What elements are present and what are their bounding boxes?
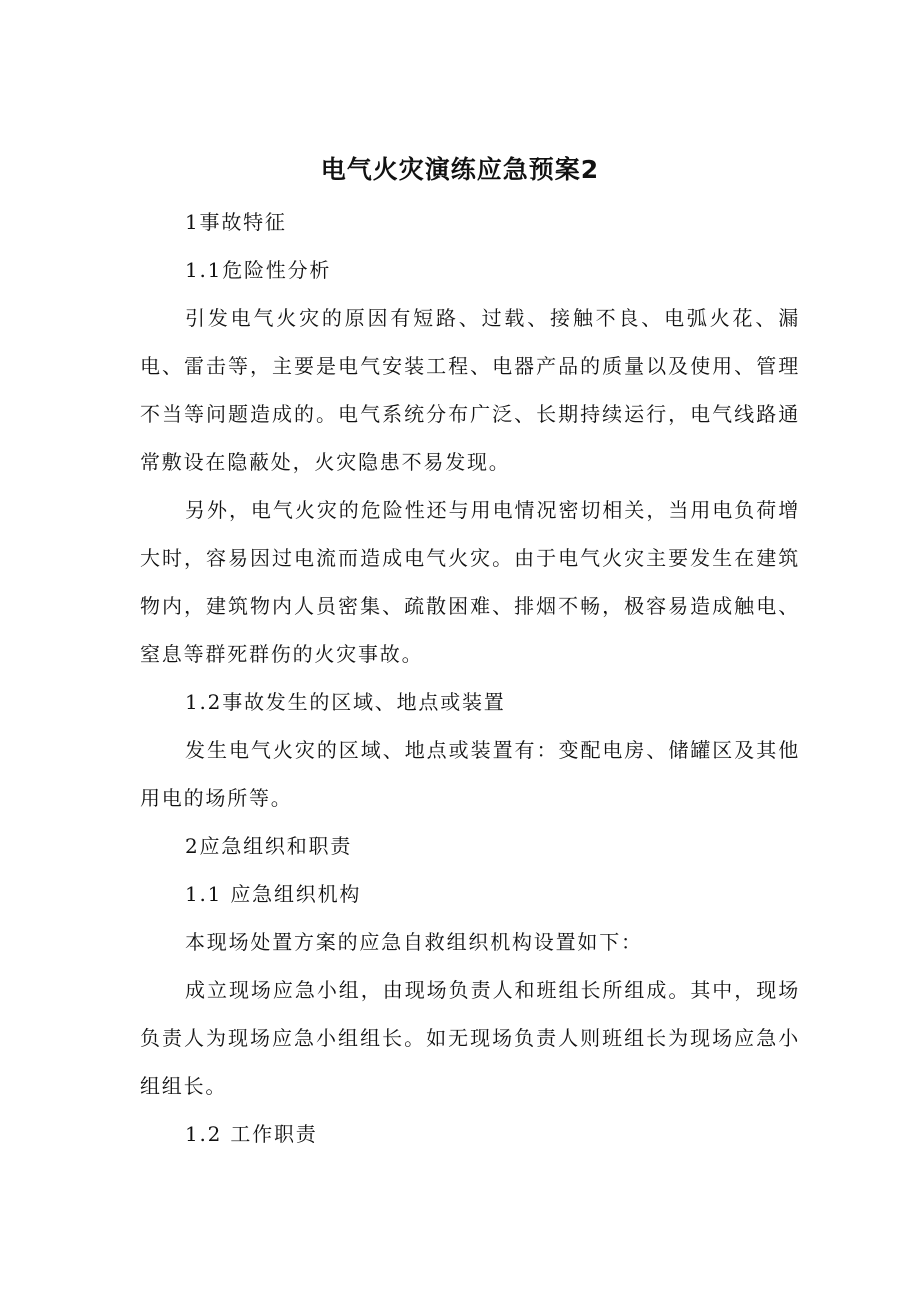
section-1-2-heading: 1.2事故发生的区域、地点或装置 (185, 690, 506, 714)
paragraph-org-intro: 本现场处置方案的应急自救组织机构设置如下： (185, 930, 643, 954)
section-1-1-heading: 1.1危险性分析 (185, 258, 332, 282)
document-title: 电气火灾演练应急预案2 (320, 155, 600, 184)
paragraph-danger: 另外，电气火灾的危险性还与用电情况密切相关，当用电负荷增大时，容易因过电流而造成电气火灾。由于电气火灾主要发生在建筑物内，建筑物内人员密集、疏散困难、排烟不畅，极容易造成触电、窒息等群死群伤的火灾事故。 (140, 498, 800, 666)
section-1-heading: 1事故特征 (185, 210, 287, 234)
section-2-heading: 2应急组织和职责 (185, 834, 353, 858)
section-2-2-heading: 1.2 工作职责 (185, 1122, 318, 1146)
paragraph-locations: 发生电气火灾的区域、地点或装置有：变配电房、储罐区及其他用电的场所等。 (140, 738, 800, 810)
section-2-1-heading: 1.1 应急组织机构 (185, 882, 362, 906)
paragraph-org-detail: 成立现场应急小组，由现场负责人和班组长所组成。其中，现场负责人为现场应急小组组长。如无现场负责人则班组长为现场应急小组组长。 (140, 978, 800, 1098)
paragraph-causes: 引发电气火灾的原因有短路、过载、接触不良、电弧火花、漏电、雷击等，主要是电气安装工程、电器产品的质量以及使用、管理不当等问题造成的。电气系统分布广泛、长期持续运行，电气线路通常敷设在隐蔽处，火灾隐患不易发现。 (140, 306, 800, 474)
document-body (140, 198, 800, 1158)
